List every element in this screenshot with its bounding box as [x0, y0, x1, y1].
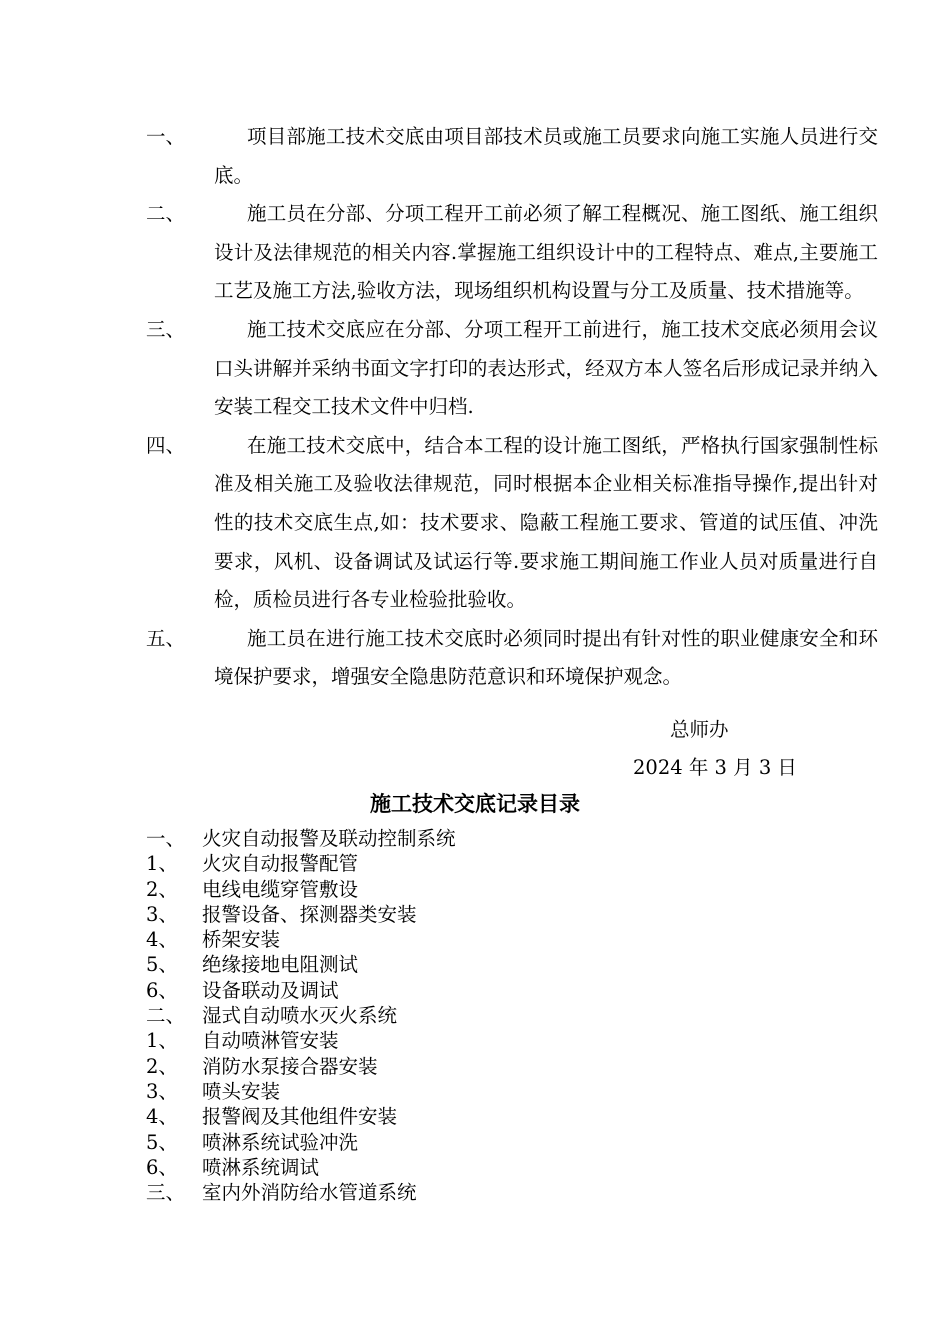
toc-number: 2、 [146, 877, 178, 901]
toc-entry [146, 851, 846, 876]
clause-continuation: 用会议口头讲解并采纳书面文字打印的表达形式，经双方本人签名后形成记录并纳入安装工程交工技术文件中归档. [214, 317, 878, 419]
toc-number: 4、 [146, 1105, 178, 1129]
clause-number: 二、 [146, 202, 186, 226]
toc-entry [146, 1130, 846, 1155]
clause-text [180, 311, 878, 427]
toc-label: 绝缘接地电阻测试 [202, 953, 359, 977]
toc-entry [146, 877, 846, 902]
toc-label: 报警阀及其他组件安装 [202, 1105, 398, 1129]
clause-item [146, 620, 878, 697]
toc-label: 自动喷淋管安装 [202, 1029, 339, 1053]
toc-label: 喷头安装 [202, 1079, 281, 1103]
clause-text [180, 118, 878, 195]
clause-first-line: 施工员在进行施工技术交底时必须同时提出有针对性的职业健康安 [247, 626, 820, 650]
toc-entry [146, 978, 846, 1003]
toc-number: 5、 [146, 1130, 178, 1154]
toc-section [146, 1003, 846, 1028]
clause-item [146, 118, 878, 195]
toc-entry [146, 952, 846, 977]
toc-list [146, 826, 846, 1205]
toc-number: 1、 [146, 1029, 178, 1053]
toc-number: 6、 [146, 1155, 178, 1179]
toc-entry [146, 1155, 846, 1180]
toc-section [146, 826, 846, 851]
clause-continuation: 进行交底。 [214, 125, 878, 187]
toc-label: 喷淋系统试验冲洗 [202, 1130, 359, 1154]
clause-number: 一、 [146, 125, 186, 148]
toc-number: 6、 [146, 978, 178, 1002]
toc-label: 电线电缆穿管敷设 [202, 877, 359, 901]
toc-label: 报警设备、探测器类安装 [202, 902, 417, 926]
clause-first-line: 项目部施工技术交底由项目部技术员或施工员要求向施工实施人员 [247, 125, 820, 148]
toc-label: 喷淋系统调试 [202, 1155, 320, 1179]
toc-entry [146, 927, 846, 952]
toc-number: 3、 [146, 902, 178, 926]
toc-number: 二、 [146, 1004, 186, 1028]
toc-label: 设备联动及调试 [202, 978, 339, 1002]
clause-list [146, 118, 878, 697]
clause-first-line: 施工技术交底应在分部、分项工程开工前进行，施工技术交底必须 [247, 317, 820, 341]
toc-entry [146, 1054, 846, 1079]
toc-number: 1、 [146, 852, 178, 876]
toc-entry [146, 1104, 846, 1129]
clause-first-line: 在施工技术交底中，结合本工程的设计施工图纸，严格执行国家强 [247, 433, 820, 457]
clause-continuation: 工组织设计及法律规范的相关内容.掌握施工组织设计中的工程特点、难点,主要施工工艺及施工方法,验收方法，现场组织机构设置与分工及质量、技术措施等。 [214, 202, 878, 303]
toc-number: 一、 [146, 827, 186, 850]
issue-date: 2024 年 3 月 3 日 [633, 756, 797, 779]
clause-text [180, 427, 878, 620]
toc-label: 消防水泵接合器安装 [202, 1054, 378, 1078]
clause-item [146, 427, 878, 620]
clause-number: 三、 [146, 317, 186, 341]
issuing-office: 总师办 [670, 718, 729, 741]
toc-entry [146, 902, 846, 927]
toc-label: 室内外消防给水管道系统 [202, 1181, 417, 1205]
toc-label: 湿式自动喷水灭火系统 [202, 1004, 398, 1028]
clause-number: 五、 [146, 626, 186, 650]
toc-entry [146, 1079, 846, 1104]
clause-text [180, 620, 878, 697]
clause-continuation: 制性标准及相关施工及验收法律规范，同时根据本企业相关标准指导操作,提出针对性的技术交底生点,如：技术要求、隐蔽工程施工要求、管道的试压值、冲洗要求，风机、设备调试及试运行等.要求施工期间施工作业人员对质量进行自检，质检员进行各专业检验批验收。 [214, 433, 878, 612]
toc-title: 施工技术交底记录目录 [370, 792, 580, 816]
toc-number: 三、 [146, 1181, 186, 1205]
clause-item [146, 311, 878, 427]
clause-number: 四、 [146, 433, 186, 457]
clause-text [180, 195, 878, 311]
toc-label: 火灾自动报警及联动控制系统 [202, 827, 456, 850]
toc-number: 4、 [146, 928, 178, 952]
toc-number: 2、 [146, 1054, 178, 1078]
clause-item [146, 195, 878, 311]
toc-entry [146, 1028, 846, 1053]
clause-first-line: 施工员在分部、分项工程开工前必须了解工程概况、施工图纸、施 [247, 202, 820, 226]
clause-continuation: 全和环境保护要求，增强安全隐患防范意识和环境保护观念。 [214, 626, 878, 689]
toc-number: 5、 [146, 953, 178, 977]
toc-label: 桥架安装 [202, 928, 281, 952]
toc-number: 3、 [146, 1079, 178, 1103]
toc-label: 火灾自动报警配管 [202, 852, 359, 876]
toc-section [146, 1180, 846, 1205]
